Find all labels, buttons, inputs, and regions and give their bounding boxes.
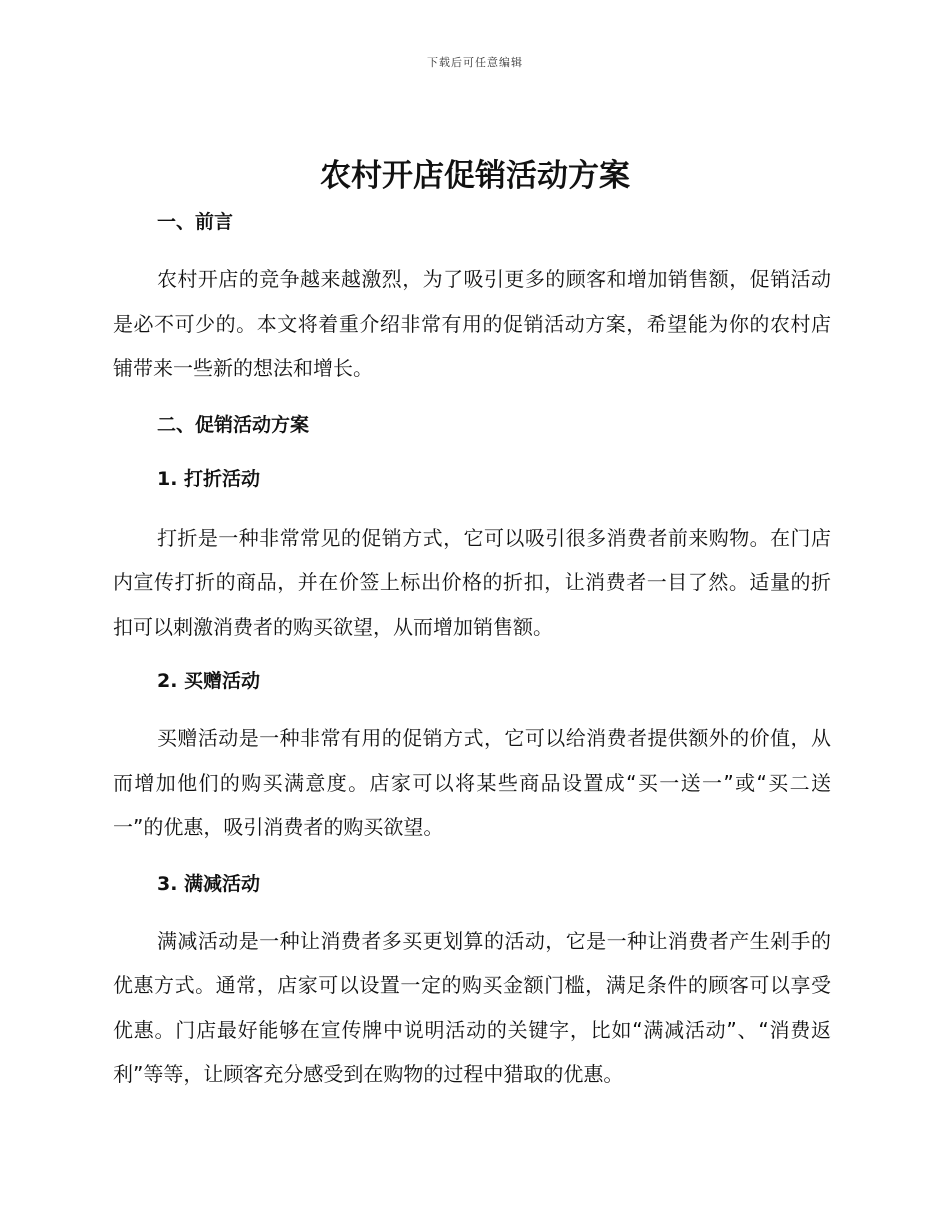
paragraph-gift: 买赠活动是一种非常有用的促销方式，它可以给消费者提供额外的价值，从而增加他们的购买满意度。店家可以将某些商品设置成“买一送一”或“买二送一”的优惠，吸引消费者的购买欲望。 (113, 726, 831, 839)
paragraph-reduction: 满减活动是一种让消费者多买更划算的活动，它是一种让消费者产生剁手的优惠方式。通常，店家可以设置一定的购买金额门槛，满足条件的顾客可以享受优惠。门店最好能够在宣传牌中说明活动的关键字，比如“满减活动”、“消费返利”等等，让顾客充分感受到在购物的过程中猎取的优惠。 (113, 928, 831, 1086)
document-body (113, 200, 831, 1097)
section-heading-preface: 一、前言 (157, 211, 234, 233)
subheading-gift: 2. 买赠活动 (157, 670, 261, 692)
document-title: 农村开店促销活动方案 (320, 158, 630, 194)
section-heading-plans: 二、促销活动方案 (157, 413, 310, 436)
subheading-reduction: 3. 满减活动 (157, 872, 261, 895)
paragraph-preface: 农村开店的竞争越来越激烈，为了吸引更多的顾客和增加销售额，促销活动是必不可少的。本文将着重介绍非常有用的促销活动方案，希望能为你的农村店铺带来一些新的想法和增长。 (113, 267, 831, 380)
page-header-note: 下载后可任意编辑 (427, 56, 523, 69)
paragraph-discount: 打折是一种非常常见的促销方式，它可以吸引很多消费者前来购物。在门店内宣传打折的商品，并在价签上标出价格的折扣，让消费者一目了然。适量的折扣可以刺激消费者的购买欲望，从而增加销售额。 (113, 525, 831, 639)
subheading-discount: 1. 打折活动 (157, 467, 261, 490)
